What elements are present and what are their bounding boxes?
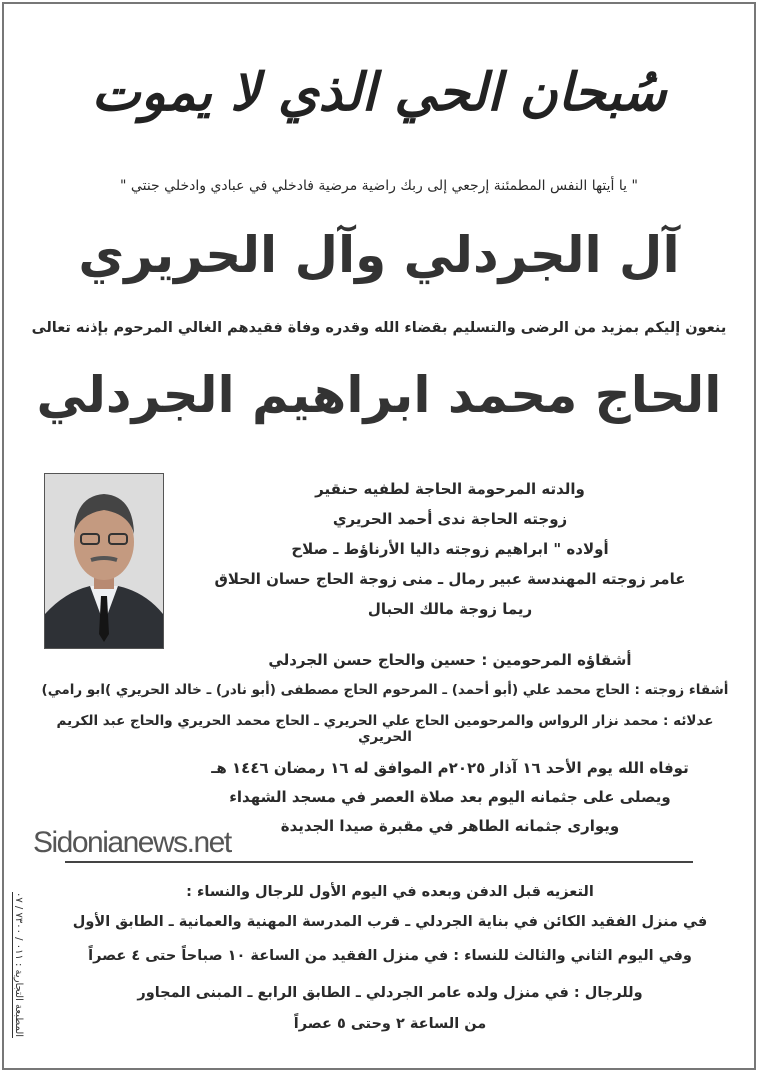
quran-verse: " يا أيتها النفس المطمئنة إرجعي إلى ربك راضية مرضية فادخلي في عبادي وادخلي جنتي " — [120, 178, 638, 194]
relative-line: أشقاؤه المرحومين : حسين والحاج حسن الجردلي — [268, 651, 632, 669]
printer-credit — [6, 890, 30, 1040]
watermark: Sidonianews.net — [33, 826, 231, 859]
divider — [65, 861, 693, 863]
deceased-photo — [44, 473, 164, 649]
deceased-name: الحاج محمد ابراهيم الجردلي — [36, 366, 722, 424]
printer-text: المطبعة التجارية : ٠١١ / ٧٣٠٠ / ٠٧ — [13, 892, 24, 1038]
burial-info: ويوارى جثمانه الطاهر في مقبرة صيدا الجديدة — [280, 817, 620, 835]
condolence-line: في منزل الفقيد الكائن في بناية الجردلي ـ قرب المدرسة المهنية والعمانية ـ الطابق الأول — [72, 914, 708, 930]
relative-line: أولاده " ابراهيم زوجته داليا الأرناؤط ـ صلاح — [291, 540, 609, 558]
calligraphy-header: سُبحان الحي الذي لا يموت — [91, 62, 667, 123]
relative-line: عامر زوجته المهندسة عبير رمال ـ منى زوجة الحاج حسان الحلاق — [214, 570, 686, 588]
relative-line: ريما زوجة مالك الحبال — [367, 600, 533, 618]
families-title: آل الجردلي وآل الحريري — [78, 226, 680, 284]
condolence-line: التعزيه قبل الدفن وبعده في اليوم الأول للرجال والنساء : — [186, 884, 594, 900]
death-date: توفاه الله يوم الأحد ١٦ آذار ٢٠٢٥م الموافق له ١٦ رمضان ١٤٤٦ هـ — [211, 759, 689, 777]
condolence-line: وفي اليوم الثاني والثالث للنساء : في منزل الفقيد من الساعة ١٠ صباحاً حتى ٤ عصراً — [88, 948, 692, 964]
condolence-line: من الساعة ٢ وحتى ٥ عصراً — [293, 1016, 487, 1032]
announcement: ينعون إليكم بمزيد من الرضى والتسليم بقضاء الله وقدره وفاة فقيدهم الغالي المرحوم بإذنه تعالى — [31, 320, 727, 336]
relative-line: أشقاء زوجته : الحاج محمد علي (أبو أحمد) ـ المرحوم الحاج مصطفى (أبو نادر) ـ خالد الحريري )ابو رامي) — [41, 682, 729, 698]
relative-line: زوجته الحاجة ندى أحمد الحريري — [332, 510, 568, 528]
condolence-line: وللرجال : في منزل ولده عامر الجردلي ـ الطابق الرابع ـ المبنى المجاور — [137, 985, 643, 1001]
relative-line: والدته المرحومة الحاجة لطفيه حنقير — [315, 480, 585, 498]
prayer-info: ويصلى على جثمانه اليوم بعد صلاة العصر في مسجد الشهداء — [229, 788, 671, 806]
relative-line: عدلائه : محمد نزار الرواس والمرحومين الحاج علي الحريري ـ الحاج محمد الحريري والحاج عبد الكريم الحريري — [56, 713, 714, 745]
